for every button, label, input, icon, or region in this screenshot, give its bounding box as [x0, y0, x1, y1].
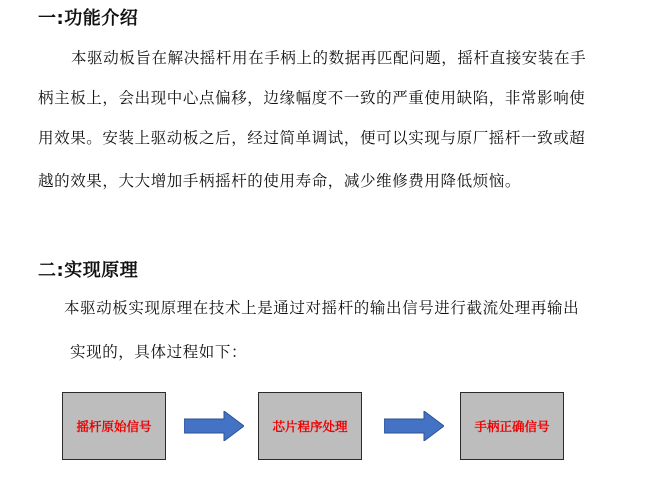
flow-step-correct-signal	[460, 392, 564, 460]
section-heading-principle: 二:实现原理	[38, 260, 139, 281]
arrow-shape	[184, 411, 244, 441]
flow-step-label: 摇杆原始信号	[76, 419, 152, 434]
flow-arrow-right-icon	[184, 411, 244, 441]
function-paragraph-line-2: 柄主板上，会出现中心点偏移，边缘幅度不一致的严重使用缺陷，非常影响使	[38, 89, 586, 107]
flow-step-raw-signal	[62, 392, 166, 460]
flow-step-chip-processing	[258, 392, 362, 460]
function-paragraph-line-3: 用效果。安装上驱动板之后，经过简单调试，便可以实现与原厂摇杆一致或超	[38, 129, 586, 147]
flow-arrow-right-icon	[384, 411, 444, 441]
function-paragraph-line-1: 本驱动板旨在解决摇杆用在手柄上的数据再匹配问题，摇杆直接安装在手	[71, 49, 587, 67]
function-paragraph-line-4: 越的效果，大大增加手柄摇杆的使用寿命，减少维修费用降低烦恼。	[38, 172, 522, 190]
flow-step-label: 芯片程序处理	[272, 419, 348, 434]
arrow-shape	[384, 411, 444, 441]
section-heading-function: 一:功能介绍	[38, 8, 139, 29]
principle-paragraph-line-2: 实现的，具体过程如下：	[70, 343, 248, 361]
principle-paragraph-line-1: 本驱动板实现原理在技术上是通过对摇杆的输出信号进行截流处理再输出	[64, 299, 580, 317]
flow-step-label: 手柄正确信号	[474, 419, 550, 434]
